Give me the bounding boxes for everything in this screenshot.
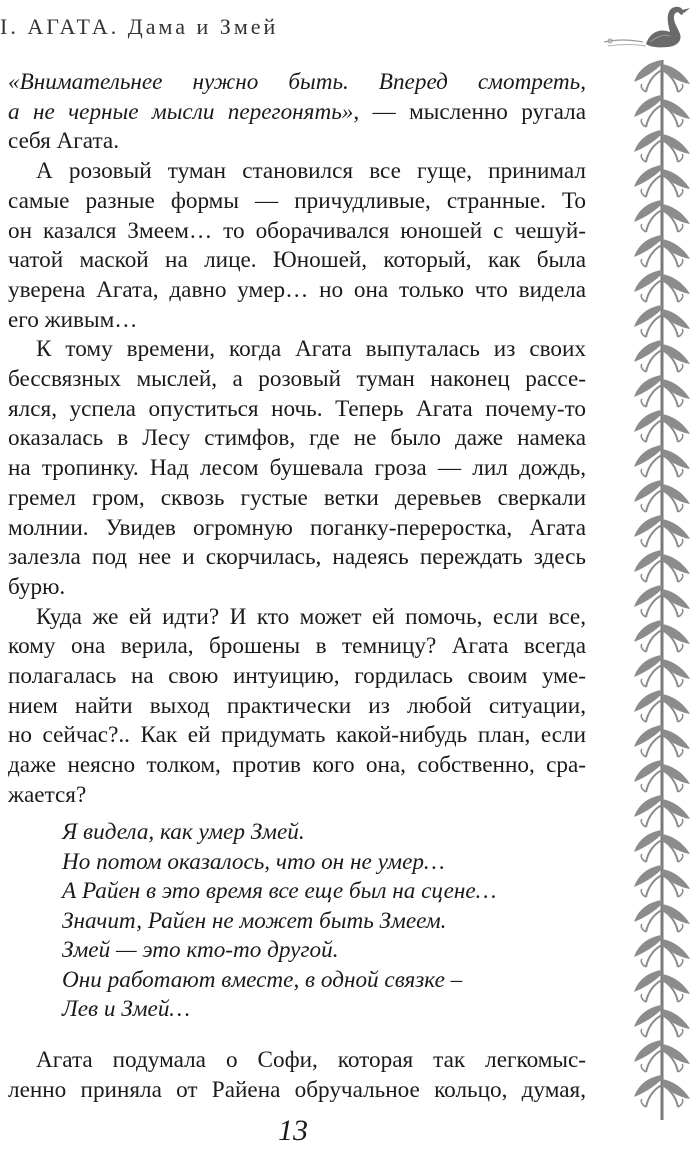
body-line: залезла под нее и скорчилась, надеясь переждать здесь: [8, 544, 586, 571]
running-title: I. АГАТА. Дама и Змей: [0, 14, 279, 39]
body-line: самые разные формы — причудливые, странные. То: [8, 187, 586, 214]
swan-icon: [598, 2, 696, 50]
poem-line: Но потом оказалось, что он не умер…: [62, 848, 445, 875]
body-line: молнии. Увидев огромную поганку-переростка, Агата: [8, 514, 586, 541]
body-line: Куда же ей идти? И кто может ей помочь, если все,: [36, 603, 586, 630]
body-line: бурю.: [8, 573, 66, 600]
body-line: нием найти выход практически из любой ситуации,: [8, 692, 586, 719]
body-line: оказалась в Лесу стимфов, где не было даже намека: [8, 425, 586, 452]
poem-line: А Райен в это время все еще был на сцене…: [62, 878, 497, 904]
tail-paragraph: [8, 1046, 586, 1105]
body-line: А розовый туман становился все гуще, принимал: [36, 158, 586, 185]
body-line: «Внимательнее нужно быть. Вперед смотреть,: [8, 69, 586, 95]
body-line: полагалась на свою интуицию, гордилась своим уме-: [8, 663, 586, 690]
tail-line: ленно приняла от Райена обручальное кольцо, думая,: [8, 1076, 586, 1103]
body-line: себя Агата.: [8, 128, 120, 155]
body-line: уверена Агата, давно умер… но она только что видела: [8, 276, 586, 303]
body-line: он казался Змеем… то оборачивался юношей с чешуй-: [8, 217, 586, 244]
vine-border-icon: [628, 60, 697, 1120]
body-line: ялся, успела опуститься ночь. Теперь Агата почему-то: [8, 395, 586, 422]
body-line: жается?: [8, 781, 87, 808]
poem-line: Я видела, как умер Змей.: [62, 819, 305, 845]
body-line: бессвязных мыслей, а розовый туман наконец рассе-: [8, 366, 586, 393]
body-line: чатой маской на лице. Юношей, который, как была: [8, 247, 586, 274]
body-line: на тропинку. Над лесом бушевала гроза — лил дождь,: [8, 455, 586, 482]
tail-line: Агата подумала о Софи, которая так легкомыс-: [36, 1047, 586, 1073]
body-line-rest: , — мысленно ругала: [353, 98, 586, 125]
poem-line: Значит, Райен не может быть Змеем.: [62, 907, 447, 934]
poem-block: [62, 818, 496, 1025]
page-number: 13: [278, 1114, 308, 1147]
body-line: кому она верила, брошены в темницу? Агата всегда: [8, 633, 586, 660]
poem-line: Они работают вместе, в одной связке –: [62, 966, 463, 993]
body-line: даже неясно толком, против кого она, собственно, сра-: [8, 752, 586, 779]
body-line: гремел гром, сквозь густые ветки деревьев сверкали: [8, 484, 586, 511]
body-line: К тому времени, когда Агата выпуталась из своих: [36, 336, 586, 363]
poem-line: Лев и Змей…: [62, 996, 191, 1022]
body-line: [8, 98, 586, 128]
body-text: [8, 68, 586, 811]
body-line: но сейчас?.. Как ей придумать какой-нибудь план, если: [8, 722, 586, 749]
body-line: его живым…: [8, 306, 138, 333]
body-line-italic-part: а не черные мысли перегонять»: [8, 98, 354, 125]
poem-line: Змей — это кто-то другой.: [62, 937, 339, 963]
